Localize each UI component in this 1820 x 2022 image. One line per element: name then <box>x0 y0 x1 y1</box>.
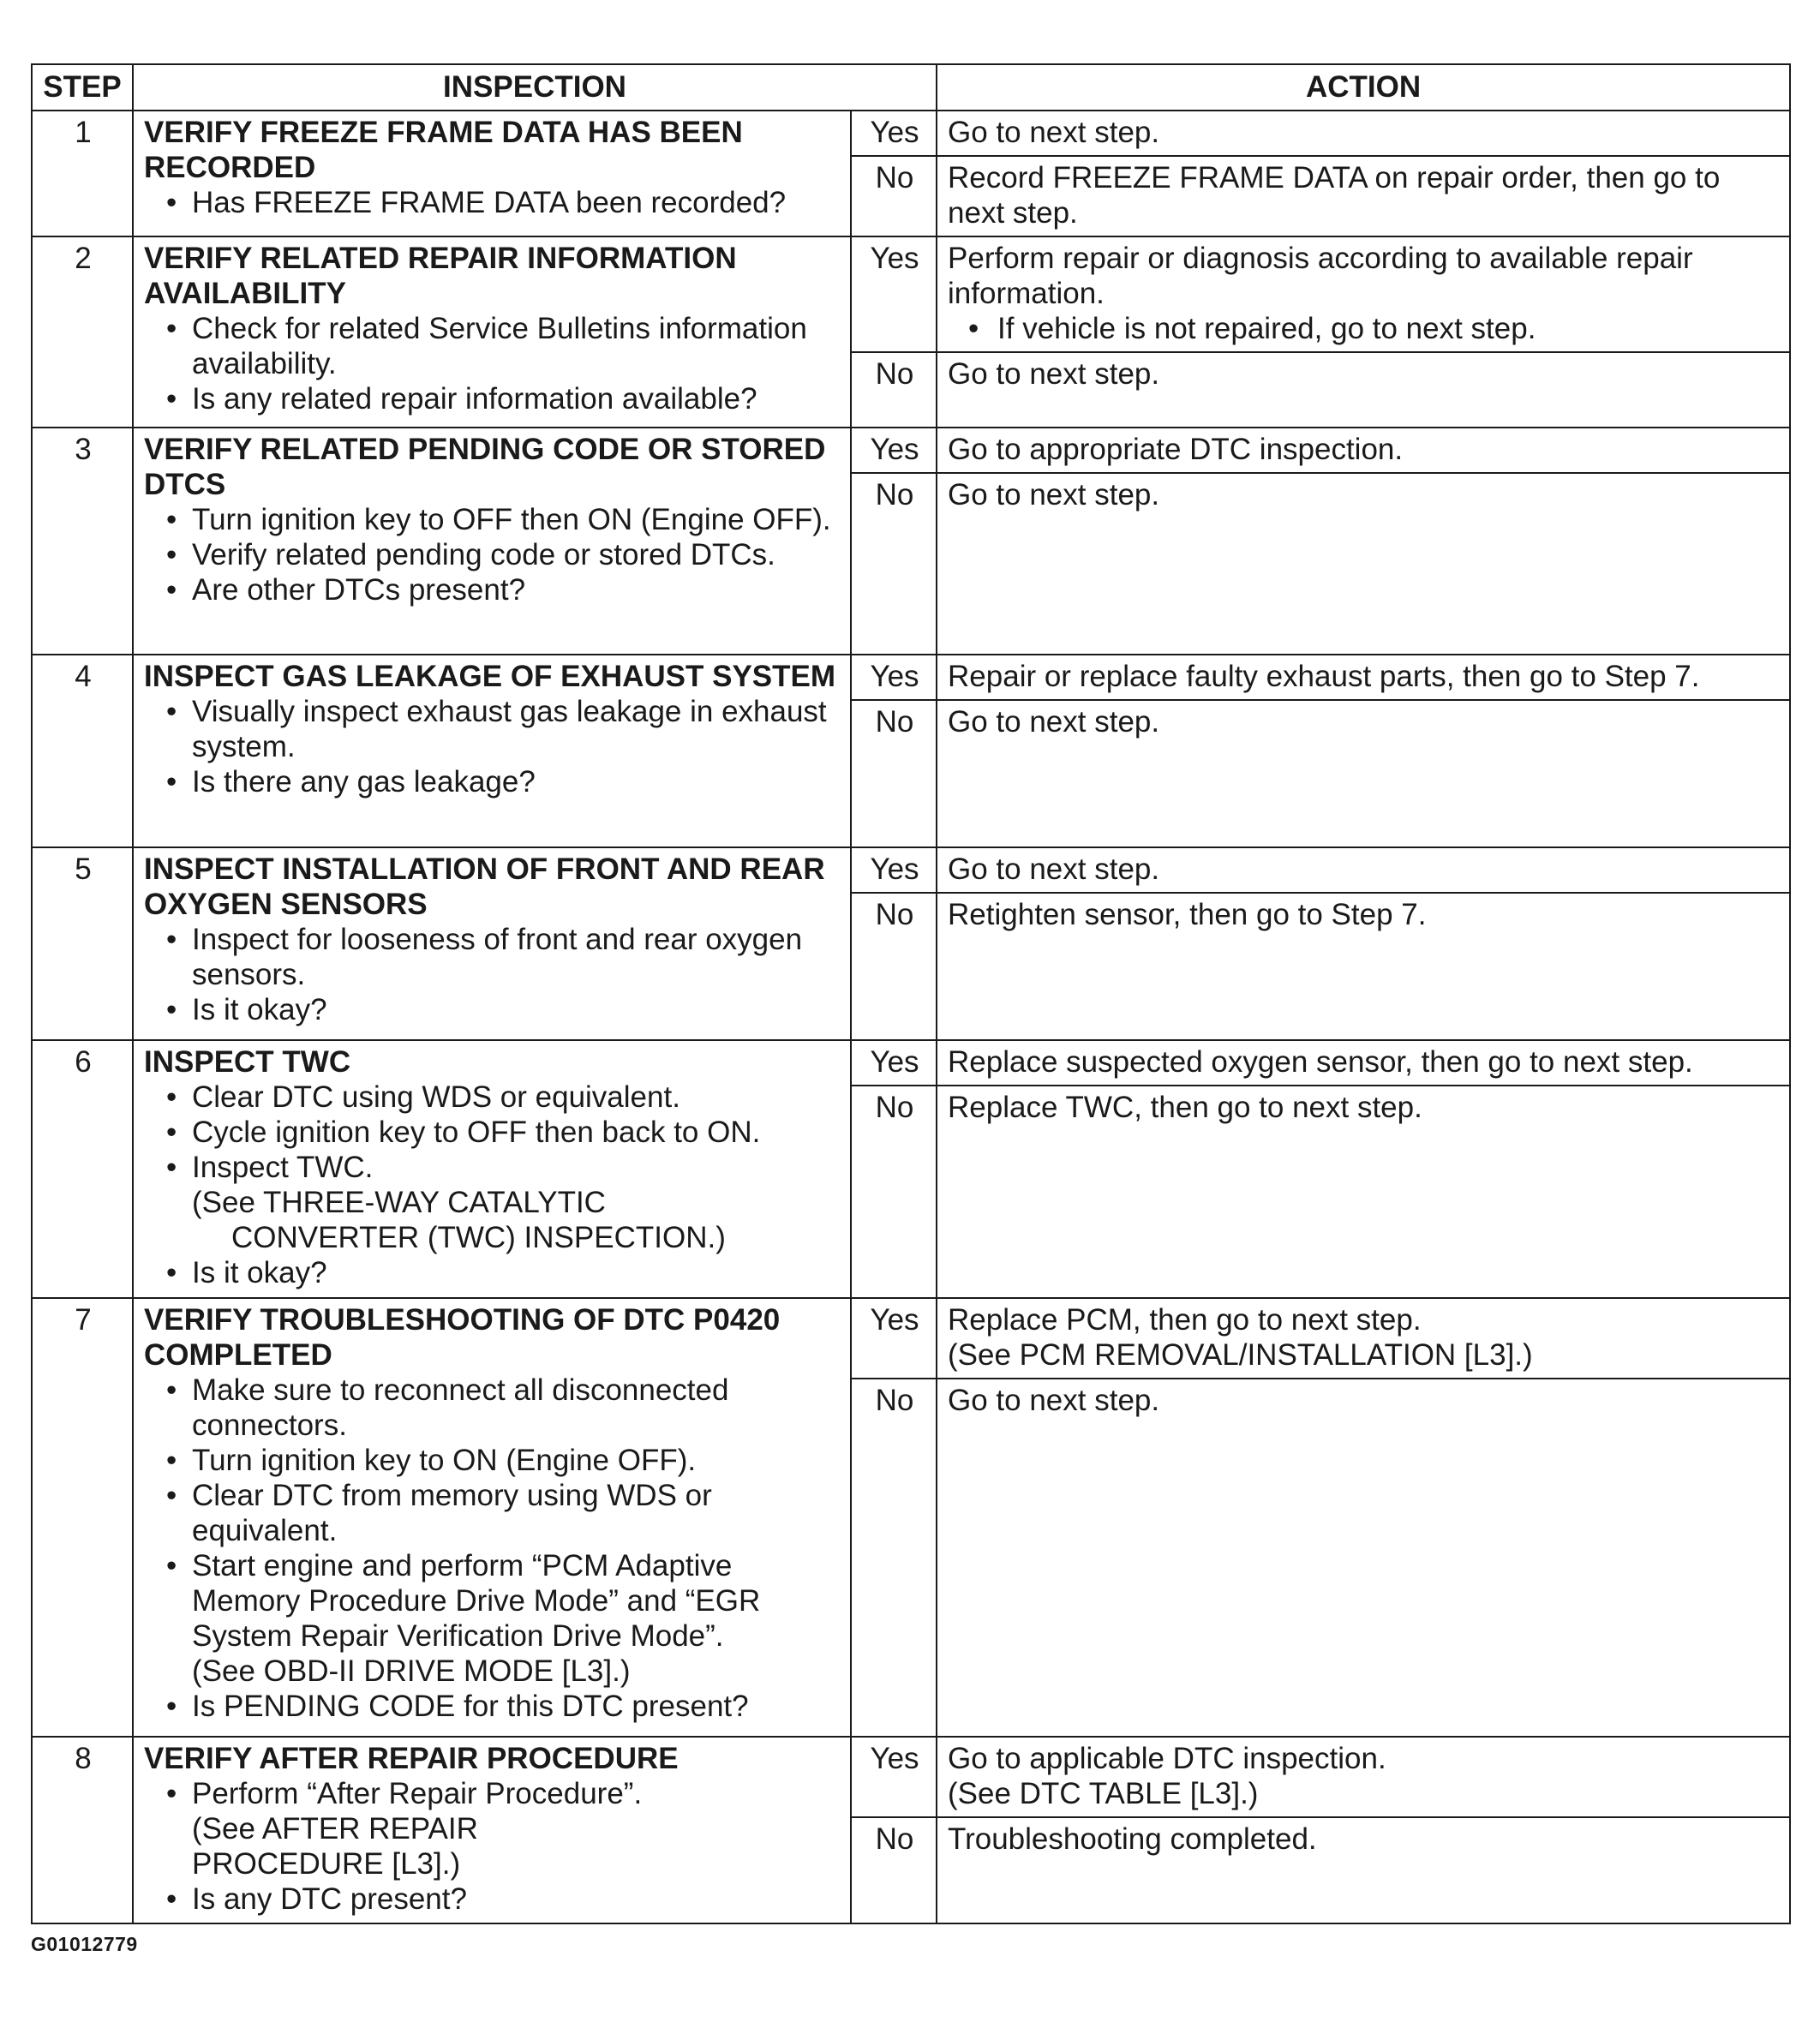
inspection-title: VERIFY TROUBLESHOOTING OF DTC P0420 COMPLETED <box>144 1303 781 1372</box>
reference-note-continued: PROCEDURE [L3].) <box>192 1847 461 1881</box>
inspection-bullet: • Is it okay? <box>166 992 841 1027</box>
inspection-bullets <box>144 1373 841 1724</box>
step-column-header: STEP <box>32 64 133 111</box>
inspection-bullet: • Is any DTC present? <box>166 1881 841 1917</box>
yes-action-reference: (See PCM REMOVAL/INSTALLATION [L3].) <box>948 1338 1533 1372</box>
no-action: Troubleshooting completed. <box>937 1817 1790 1923</box>
yes-label: Yes <box>851 111 937 156</box>
inspection-cell <box>133 111 851 236</box>
yes-action: Go to applicable DTC inspection. <box>948 1742 1386 1775</box>
inspection-bullet: • Turn ignition key to ON (Engine OFF). <box>166 1443 841 1478</box>
inspection-bullet: • Cycle ignition key to OFF then back to ON. <box>166 1115 841 1150</box>
yes-label: Yes <box>851 236 937 352</box>
inspection-title: INSPECT TWC <box>144 1045 351 1079</box>
no-action: Go to next step. <box>937 700 1790 847</box>
yes-action: Perform repair or diagnosis according to available repair information. <box>948 242 1693 310</box>
inspection-title: VERIFY AFTER REPAIR PROCEDURE <box>144 1742 679 1775</box>
inspection-bullet-text: Start engine and perform “PCM Adaptive Memory Procedure Drive Mode” and “EGR System Repair Verification Drive Mode”. <box>192 1549 761 1653</box>
step-number: 5 <box>32 847 133 1040</box>
inspection-bullet-text: Inspect TWC. <box>192 1151 374 1184</box>
inspection-bullet: • Turn ignition key to OFF then ON (Engine OFF). <box>166 502 841 537</box>
inspection-title: VERIFY RELATED REPAIR INFORMATION AVAILABILITY <box>144 242 737 310</box>
no-label: No <box>851 700 937 847</box>
yes-action-cell <box>937 1737 1790 1817</box>
step-row-yes <box>32 428 1790 473</box>
step-row-yes <box>32 1737 1790 1817</box>
inspection-bullet: • Check for related Service Bulletins information availability. <box>166 311 841 381</box>
inspection-bullet: • Make sure to reconnect all disconnected connectors. <box>166 1373 841 1443</box>
no-action: Replace TWC, then go to next step. <box>937 1086 1790 1298</box>
inspection-cell <box>133 1737 851 1923</box>
yes-label: Yes <box>851 1298 937 1379</box>
yes-label: Yes <box>851 428 937 473</box>
inspection-title: INSPECT GAS LEAKAGE OF EXHAUST SYSTEM <box>144 660 836 693</box>
diagnostic-procedure-table <box>31 63 1791 1924</box>
yes-action-cell <box>937 1298 1790 1379</box>
yes-action: Go to next step. <box>937 111 1790 156</box>
no-label: No <box>851 156 937 236</box>
inspection-bullet: • Visually inspect exhaust gas leakage in exhaust system. <box>166 694 841 764</box>
inspection-bullet: • Inspect for looseness of front and rear oxygen sensors. <box>166 922 841 992</box>
inspection-bullets <box>144 922 841 1027</box>
inspection-title: VERIFY FREEZE FRAME DATA HAS BEEN RECORDED <box>144 116 743 184</box>
yes-action: Go to appropriate DTC inspection. <box>937 428 1790 473</box>
yes-action-bullet: • If vehicle is not repaired, go to next step. <box>968 311 1781 346</box>
yes-action-reference: (See DTC TABLE [L3].) <box>948 1777 1259 1810</box>
inspection-bullets <box>144 1776 841 1917</box>
no-action: Go to next step. <box>937 1379 1790 1737</box>
inspection-bullet: • Is there any gas leakage? <box>166 764 841 799</box>
inspection-bullet: • Has FREEZE FRAME DATA been recorded? <box>166 185 841 220</box>
inspection-title: VERIFY RELATED PENDING CODE OR STORED DTCS <box>144 433 826 501</box>
step-row-yes <box>32 655 1790 700</box>
inspection-title: INSPECT INSTALLATION OF FRONT AND REAR OXYGEN SENSORS <box>144 852 825 921</box>
inspection-bullets <box>144 694 841 799</box>
reference-note: (See OBD-II DRIVE MODE [L3].) <box>192 1654 631 1688</box>
inspection-bullets <box>144 1080 841 1290</box>
inspection-bullet: • Verify related pending code or stored DTCs. <box>166 537 841 572</box>
inspection-cell <box>133 236 851 428</box>
step-row-yes <box>32 1040 1790 1086</box>
step-number: 4 <box>32 655 133 847</box>
step-number: 3 <box>32 428 133 655</box>
inspection-bullet: • Clear DTC from memory using WDS or equivalent. <box>166 1478 841 1548</box>
inspection-bullet <box>166 1548 841 1689</box>
no-action: Retighten sensor, then go to Step 7. <box>937 893 1790 1040</box>
yes-label: Yes <box>851 1737 937 1817</box>
no-action: Record FREEZE FRAME DATA on repair order, then go to next step. <box>937 156 1790 236</box>
yes-action-cell <box>937 236 1790 352</box>
yes-action: Repair or replace faulty exhaust parts, then go to Step 7. <box>937 655 1790 700</box>
yes-action: Replace suspected oxygen sensor, then go to next step. <box>937 1040 1790 1086</box>
no-label: No <box>851 1817 937 1923</box>
inspection-bullet: • Are other DTCs present? <box>166 572 841 607</box>
inspection-bullets <box>144 502 841 607</box>
yes-label: Yes <box>851 1040 937 1086</box>
inspection-column-header: INSPECTION <box>133 64 937 111</box>
no-label: No <box>851 1379 937 1737</box>
step-number: 8 <box>32 1737 133 1923</box>
inspection-cell <box>133 1298 851 1737</box>
action-column-header: ACTION <box>937 64 1790 111</box>
inspection-bullet <box>166 1150 841 1255</box>
no-label: No <box>851 352 937 428</box>
inspection-bullet <box>166 1776 841 1881</box>
reference-note: (See AFTER REPAIR <box>192 1812 478 1846</box>
inspection-cell <box>133 428 851 655</box>
inspection-bullets <box>144 185 841 220</box>
inspection-bullet: • Is it okay? <box>166 1255 841 1290</box>
step-number: 2 <box>32 236 133 428</box>
inspection-cell <box>133 847 851 1040</box>
inspection-bullet-text: Perform “After Repair Procedure”. <box>192 1777 643 1810</box>
yes-action: Go to next step. <box>937 847 1790 893</box>
inspection-bullet: • Clear DTC using WDS or equivalent. <box>166 1080 841 1115</box>
no-label: No <box>851 473 937 655</box>
step-number: 6 <box>32 1040 133 1298</box>
no-action: Go to next step. <box>937 352 1790 428</box>
yes-action-bullets <box>948 311 1781 346</box>
step-number: 7 <box>32 1298 133 1737</box>
yes-label: Yes <box>851 655 937 700</box>
inspection-bullets <box>144 311 841 416</box>
yes-label: Yes <box>851 847 937 893</box>
step-number: 1 <box>32 111 133 236</box>
header-row <box>32 64 1790 111</box>
step-row-yes <box>32 1298 1790 1379</box>
reference-note: (See THREE-WAY CATALYTIC <box>192 1186 606 1219</box>
no-label: No <box>851 893 937 1040</box>
no-label: No <box>851 1086 937 1298</box>
inspection-cell <box>133 1040 851 1298</box>
step-row-yes <box>32 111 1790 156</box>
step-row-yes <box>32 236 1790 352</box>
no-action: Go to next step. <box>937 473 1790 655</box>
inspection-cell <box>133 655 851 847</box>
yes-action: Replace PCM, then go to next step. <box>948 1303 1422 1337</box>
inspection-bullet: • Is PENDING CODE for this DTC present? <box>166 1689 841 1724</box>
figure-code: G01012779 <box>31 1933 138 1955</box>
reference-note-continued: CONVERTER (TWC) INSPECTION.) <box>231 1221 726 1254</box>
inspection-bullet: • Is any related repair information available? <box>166 381 841 416</box>
step-row-yes <box>32 847 1790 893</box>
